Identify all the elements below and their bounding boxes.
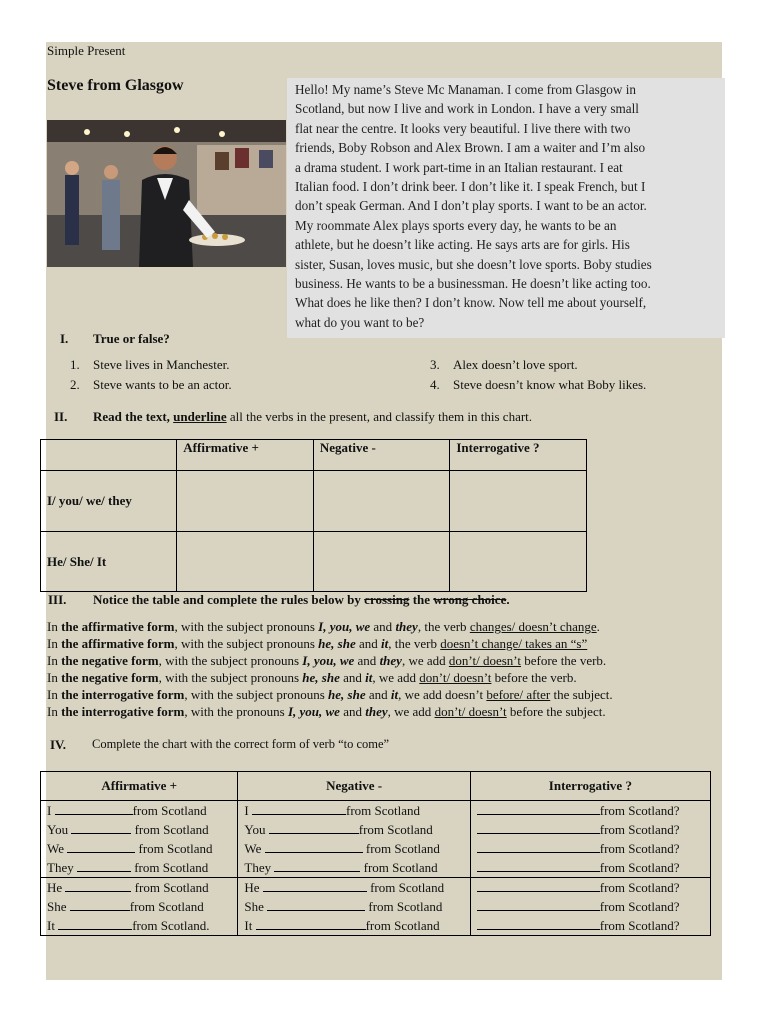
rule-line: In the interrogative form, with the pronouns I, you, we and they, we add don’t/ doesn’t before the subject.	[47, 704, 606, 719]
rule-line: In the negative form, with the subject pronouns he, she and it, we add don’t/ doesn’t before the verb.	[47, 670, 577, 685]
fill-line[interactable]: You from Scotland	[47, 822, 209, 837]
passage-line: don’t speak German. And I don’t play sports. I want to be an actor.	[295, 198, 647, 214]
chart-row-label: He/ She/ It	[41, 532, 177, 592]
choice-option[interactable]: don’t/ doesn’t	[419, 670, 492, 685]
fill-line[interactable]: from Scotland?	[477, 820, 704, 839]
fill-line[interactable]: It from Scotland.	[47, 918, 210, 933]
classification-chart	[40, 439, 587, 592]
chart-header: Interrogative ?	[450, 440, 587, 471]
fill-line[interactable]: from Scotland?	[477, 878, 704, 897]
fill-line[interactable]: from Scotland?	[477, 839, 704, 858]
true-false-item: 1. Steve lives in Manchester.	[70, 357, 230, 372]
passage-line: What does he like then? I don’t know. Now tell me about yourself,	[295, 295, 647, 311]
fill-line[interactable]: She from Scotland	[244, 899, 443, 914]
passage-line: flat near the centre. It looks very beautiful. I live there with two	[295, 120, 631, 136]
passage-line: friends, Boby Robson and Alex Brown. I am a waiter and I’m also	[295, 140, 646, 156]
chart-answer-cell[interactable]	[450, 532, 587, 592]
chart-answer-cell[interactable]	[313, 532, 449, 592]
chart-header: Affirmative +	[41, 772, 238, 801]
fill-line[interactable]: You from Scotland	[244, 822, 433, 837]
passage-line: athlete, but he doesn’t like acting. He says arts are for girls. His	[295, 237, 630, 253]
true-false-item: 3. Alex doesn’t love sport.	[430, 357, 578, 372]
passage-line: Italian food. I don’t drink beer. I don’t like it. I speak French, but I	[295, 179, 646, 195]
fill-line[interactable]: It from Scotland	[244, 918, 440, 933]
chart-answer-cell[interactable]	[177, 471, 314, 532]
fill-line[interactable]: We from Scotland	[244, 841, 440, 856]
chart-row-label: I/ you/ we/ they	[41, 471, 177, 532]
grammar-rules	[47, 618, 727, 720]
fill-line[interactable]: I from Scotland	[244, 803, 420, 818]
choice-option[interactable]: changes/ doesn’t change	[469, 619, 597, 634]
negative-column	[238, 878, 470, 936]
fill-line[interactable]: They from Scotland	[244, 860, 438, 875]
rule-line: In the affirmative form, with the subject pronouns I, you, we and they, the verb changes/ doesn’t change.	[47, 619, 600, 634]
document-label: Simple Present	[47, 43, 126, 58]
passage-line: My roommate Alex plays sports every day, he wants to be an	[295, 217, 617, 233]
chart-corner	[41, 440, 177, 471]
fill-line[interactable]: She from Scotland	[47, 899, 204, 914]
reading-passage	[287, 78, 725, 338]
fill-line[interactable]: from Scotland?	[477, 897, 704, 916]
passage-line: business. He wants to be a businessman. He doesn’t like acting too.	[295, 276, 651, 292]
fill-line[interactable]: He from Scotland	[244, 880, 445, 895]
rule-line: In the affirmative form, with the subject pronouns he, she and it, the verb doesn’t change/ takes an “s”	[47, 636, 588, 651]
true-false-item: 4. Steve doesn’t know what Boby likes.	[430, 377, 647, 392]
page-title: Steve from Glasgow	[47, 77, 184, 94]
interrogative-column	[470, 801, 710, 878]
passage-line: Hello! My name’s Steve Mc Manaman. I come from Glasgow in	[295, 82, 636, 97]
choice-option[interactable]: don’t/ doesn’t	[434, 704, 507, 719]
verb-to-come-chart	[40, 771, 711, 936]
true-false-item: 2. Steve wants to be an actor.	[70, 377, 232, 392]
passage-line: Scotland, but now I live and work in London. I have a very small	[295, 101, 639, 117]
affirmative-column	[41, 801, 238, 878]
chart-answer-cell[interactable]	[313, 471, 449, 532]
chart-answer-cell[interactable]	[450, 471, 587, 532]
waiter-photo	[47, 120, 286, 267]
chart-answer-cell[interactable]	[177, 532, 314, 592]
choice-option[interactable]: before/ after	[486, 687, 551, 702]
fill-line[interactable]: He from Scotland	[47, 880, 209, 895]
rule-line: In the negative form, with the subject pronouns I, you, we and they, we add don’t/ doesn’t before the verb.	[47, 653, 607, 668]
negative-column	[238, 801, 470, 878]
fill-line[interactable]: I from Scotland	[47, 803, 207, 818]
rule-line: In the interrogative form, with the subject pronouns he, she and it, we add doesn’t before/ after the subject.	[47, 687, 613, 702]
fill-line[interactable]: from Scotland?	[477, 916, 704, 935]
affirmative-column	[41, 878, 238, 936]
chart-header: Affirmative +	[177, 440, 314, 471]
chart-header: Interrogative ?	[470, 772, 710, 801]
passage-line: what do you want to be?	[295, 314, 425, 330]
fill-line[interactable]: We from Scotland	[47, 841, 213, 856]
section-number: I.	[60, 331, 69, 346]
choice-option[interactable]: doesn’t change/ takes an “s”	[440, 636, 588, 651]
passage-line: sister, Susan, loves music, but she doesn’t love sports. Boby studies	[295, 256, 652, 272]
fill-line[interactable]: from Scotland?	[477, 858, 704, 877]
chart-header: Negative -	[313, 440, 449, 471]
fill-line[interactable]: They from Scotland	[47, 860, 209, 875]
section-title: True or false?	[93, 331, 170, 346]
fill-line[interactable]: from Scotland?	[477, 801, 704, 820]
interrogative-column	[470, 878, 710, 936]
chart-header: Negative -	[238, 772, 470, 801]
choice-option[interactable]: don’t/ doesn’t	[448, 653, 521, 668]
passage-line: a drama student. I work part-time in an Italian restaurant. I eat	[295, 159, 623, 175]
